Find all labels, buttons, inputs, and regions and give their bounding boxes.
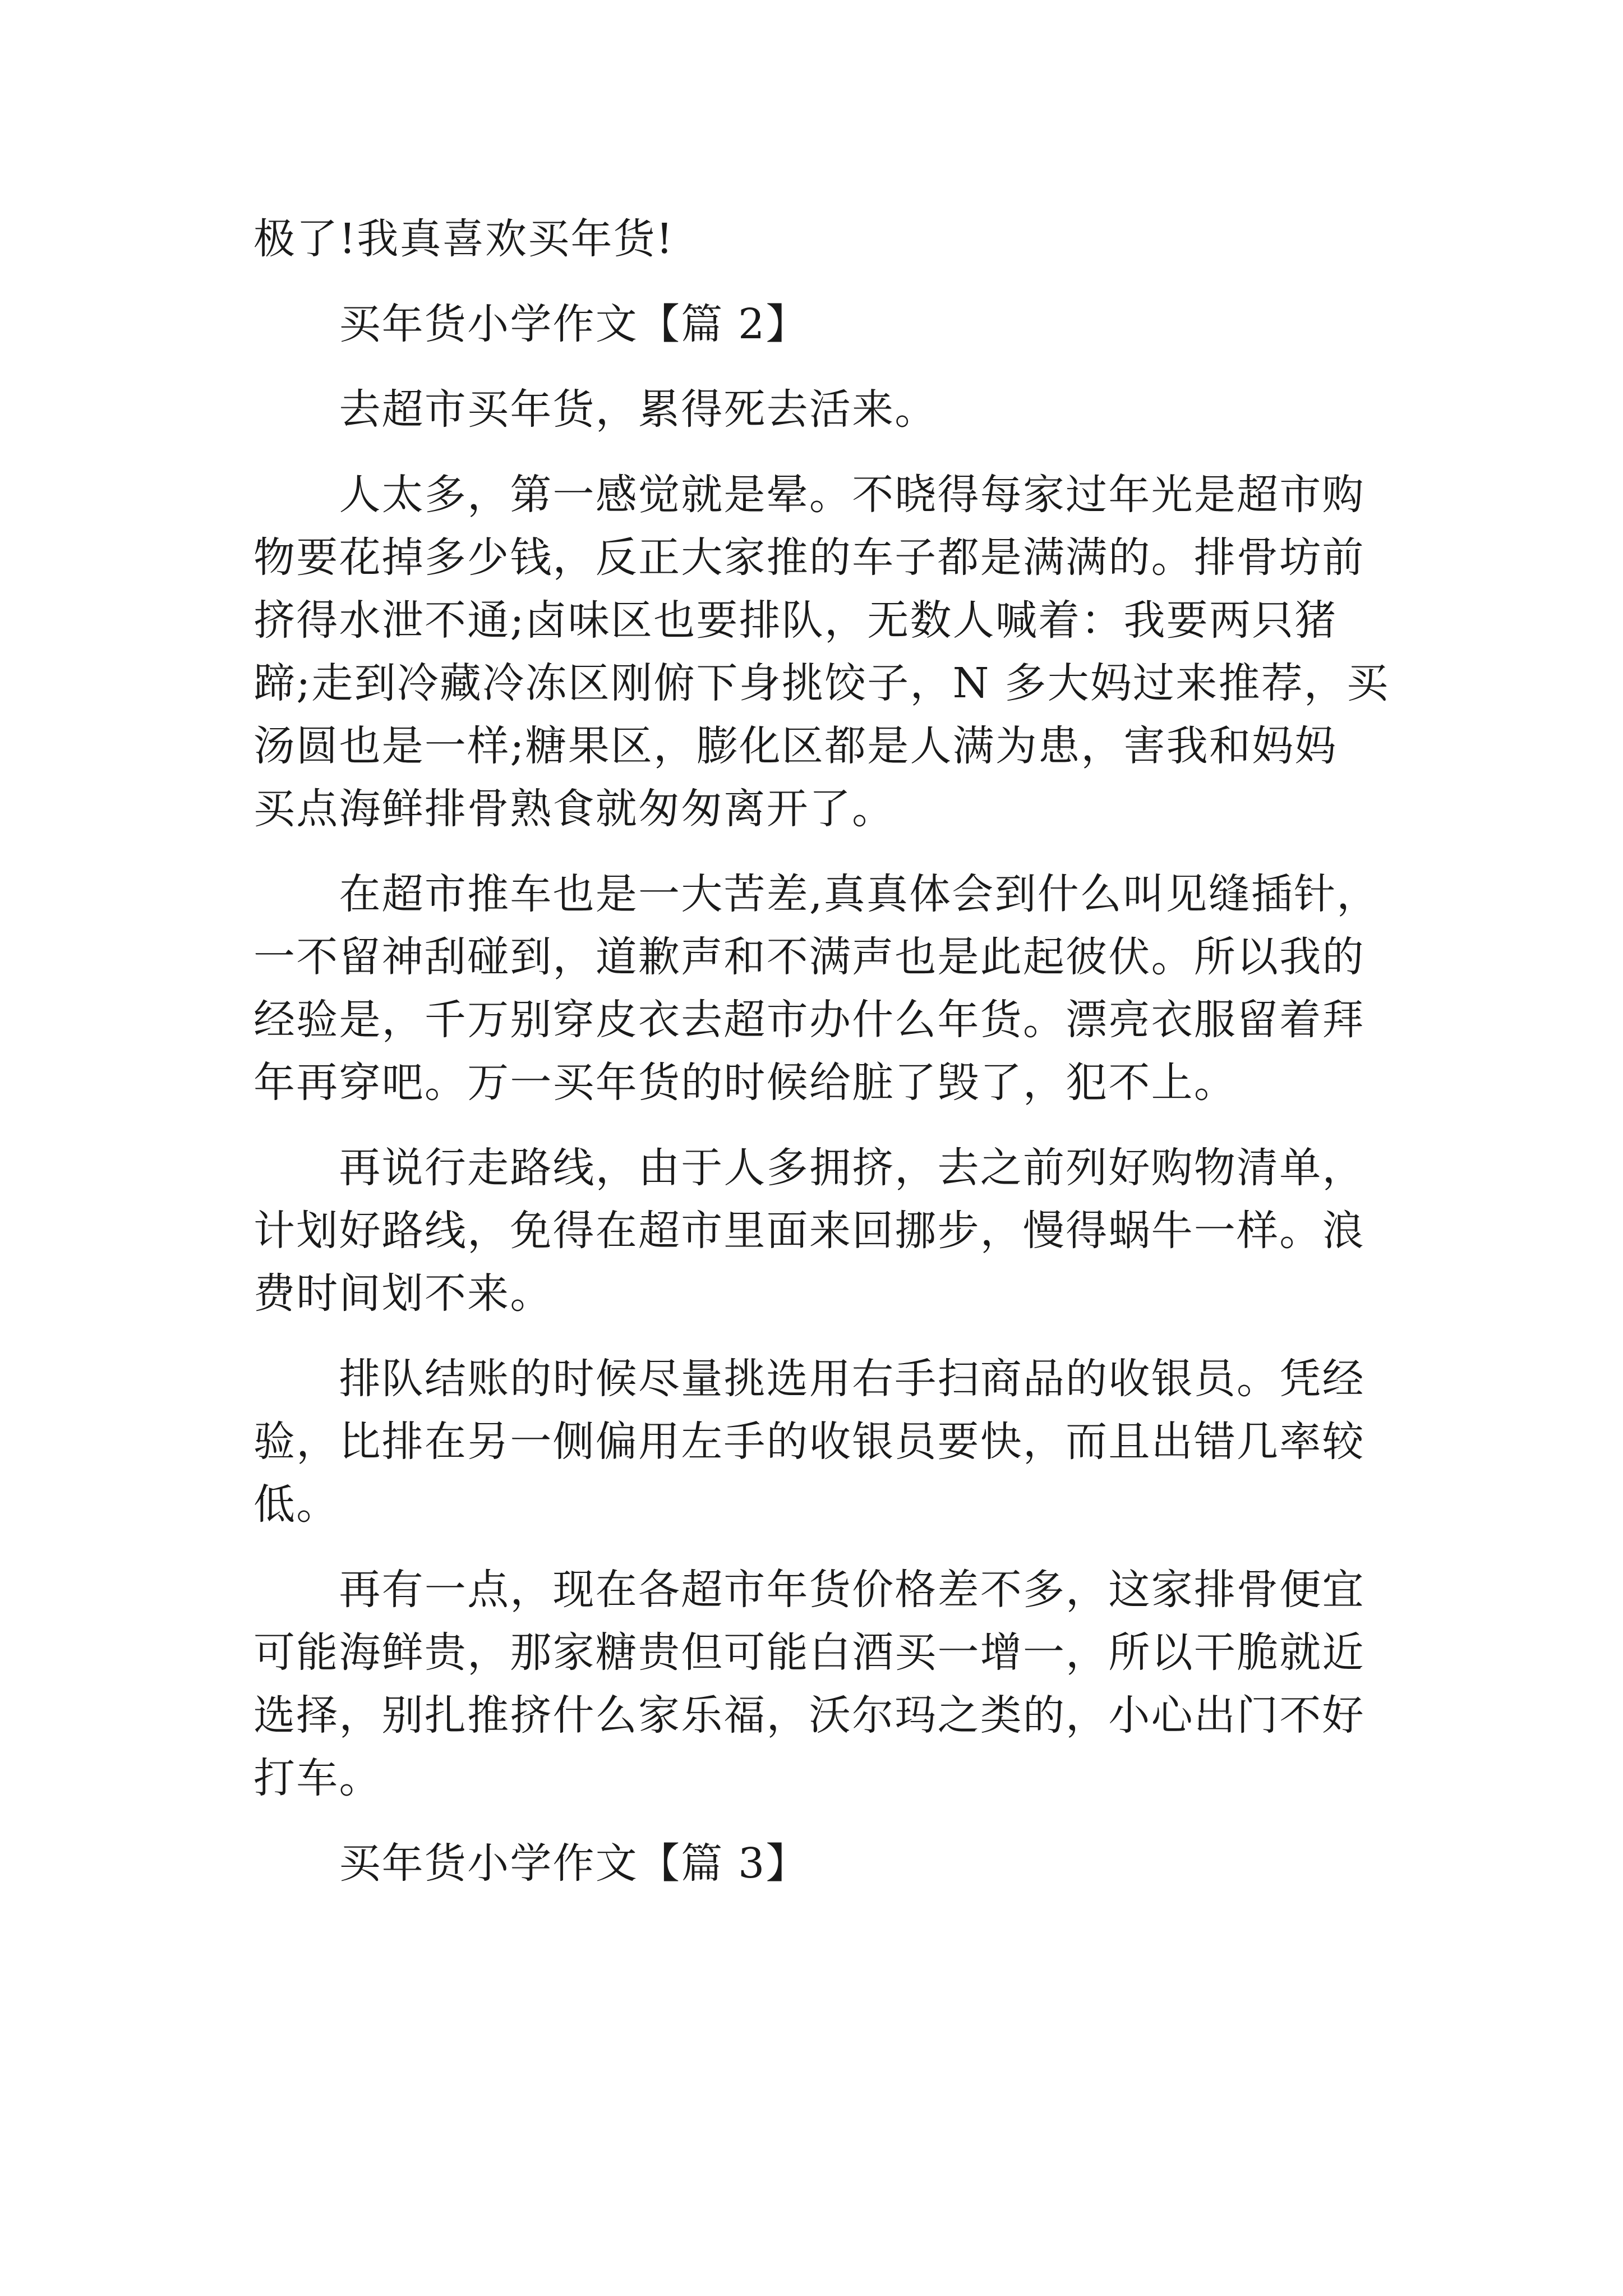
text-line: 验，比排在另一侧偏用左手的收银员要快，而且出错几率较	[253, 1418, 1365, 1466]
text-line: 物要花掉多少钱，反正大家推的车子都是满满的。排骨坊前	[253, 533, 1365, 582]
text-line: 去超市买年货，累得死去活来。	[253, 385, 938, 434]
text-line: 计划好路线，免得在超市里面来回挪步，慢得蜗牛一样。浪	[253, 1207, 1365, 1255]
text-line: 一不留神刮碰到，道歉声和不满声也是此起彼伏。所以我的	[253, 933, 1365, 981]
text-line: 低。	[253, 1480, 339, 1529]
text-line: 在超市推车也是一大苦差,真真体会到什么叫见缝插针，	[253, 870, 1380, 918]
section-heading: 买年货小学作文【篇 3】	[253, 1839, 809, 1888]
text-line: 可能海鲜贵，那家糖贵但可能白酒买一增一，所以干脆就近	[253, 1628, 1365, 1677]
text-line: 排队结账的时候尽量挑选用右手扫商品的收银员。凭经	[253, 1355, 1365, 1403]
text-line: 年再穿吧。万一买年货的时候给脏了毁了，犯不上。	[253, 1059, 1237, 1107]
text-line: 挤得水泄不通;卤味区也要排队，无数人喊着：我要两只猪	[253, 596, 1338, 645]
text-line: 汤圆也是一样;糖果区，膨化区都是人满为患，害我和妈妈	[253, 722, 1338, 770]
text-line: 蹄;走到冷藏冷冻区刚俯下身挑饺子，N 多大妈过来推荐，买	[253, 659, 1390, 707]
text-line: 经验是，千万别穿皮衣去超市办什么年货。漂亮衣服留着拜	[253, 996, 1365, 1044]
text-line: 选择，别扎推挤什么家乐福，沃尔玛之类的，小心出门不好	[253, 1691, 1365, 1740]
text-line: 再说行走路线，由于人多拥挤，去之前列好购物清单，	[253, 1144, 1365, 1192]
text-line: 极了!我真喜欢买年货!	[253, 215, 674, 263]
text-line: 费时间划不来。	[253, 1269, 553, 1318]
text-line: 人太多，第一感觉就是晕。不晓得每家过年光是超市购	[253, 471, 1365, 519]
text-line: 打车。	[253, 1754, 382, 1802]
document-body	[253, 208, 1398, 1895]
text-line: 再有一点，现在各超市年货价格差不多，这家排骨便宜	[253, 1566, 1365, 1614]
section-heading: 买年货小学作文【篇 2】	[253, 300, 809, 348]
text-line: 买点海鲜排骨熟食就匆匆离开了。	[253, 785, 895, 833]
